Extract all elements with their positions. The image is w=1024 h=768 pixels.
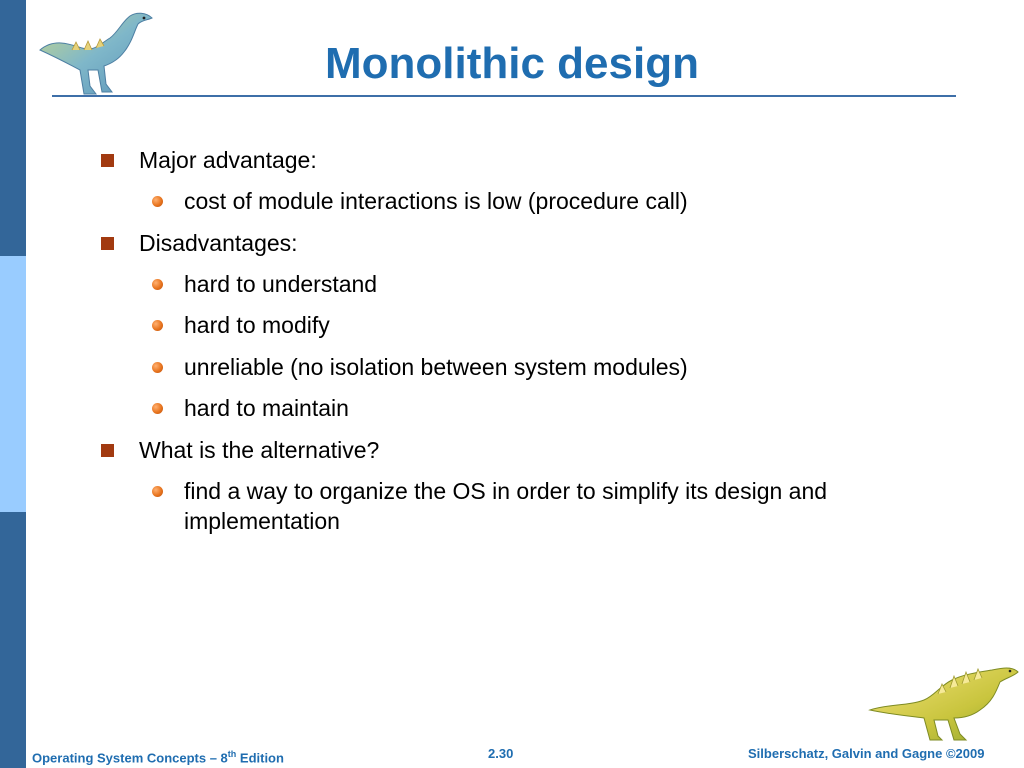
- footer-authors: Silberschatz, Galvin and Gagne ©2009: [748, 746, 985, 761]
- footer-book-title: [32, 745, 284, 767]
- sidebar-stripe-middle: [0, 256, 26, 512]
- round-bullet-icon: [152, 403, 163, 414]
- square-bullet-icon: [101, 154, 114, 167]
- footer-book-title-text: Operating System Concepts – 8: [32, 750, 228, 766]
- sub-bullet-unreliable: unreliable (no isolation between system modules): [184, 354, 688, 380]
- bullet-alternative: What is the alternative?: [139, 437, 380, 463]
- dinosaur-icon: [36, 8, 158, 96]
- footer-edition-text: Edition: [236, 750, 284, 766]
- sidebar-stripe-top: [0, 0, 26, 256]
- sub-bullet-maintain: hard to maintain: [184, 395, 349, 421]
- round-bullet-icon: [152, 362, 163, 373]
- square-bullet-icon: [101, 237, 114, 250]
- sidebar-stripe-bottom: [0, 512, 26, 768]
- dinosaur-icon: [868, 660, 1020, 742]
- round-bullet-icon: [152, 196, 163, 207]
- sub-bullet-modify: hard to modify: [184, 312, 330, 338]
- slide-title: Monolithic design: [325, 39, 699, 88]
- bullet-major-advantage: Major advantage:: [139, 147, 317, 173]
- round-bullet-icon: [152, 279, 163, 290]
- square-bullet-icon: [101, 444, 114, 457]
- sub-bullet-cost: cost of module interactions is low (procedure call): [184, 188, 688, 214]
- sub-bullet-understand: hard to understand: [184, 271, 378, 297]
- footer-page-number: 2.30: [488, 746, 514, 761]
- round-bullet-icon: [152, 486, 163, 497]
- footer-edition-superscript: th: [227, 749, 237, 759]
- title-divider: [52, 95, 956, 97]
- bullet-disadvantages: Disadvantages:: [139, 230, 298, 256]
- sub-bullet-organize: find a way to organize the OS in order to simplify its design and implementation: [184, 478, 828, 534]
- round-bullet-icon: [152, 320, 163, 331]
